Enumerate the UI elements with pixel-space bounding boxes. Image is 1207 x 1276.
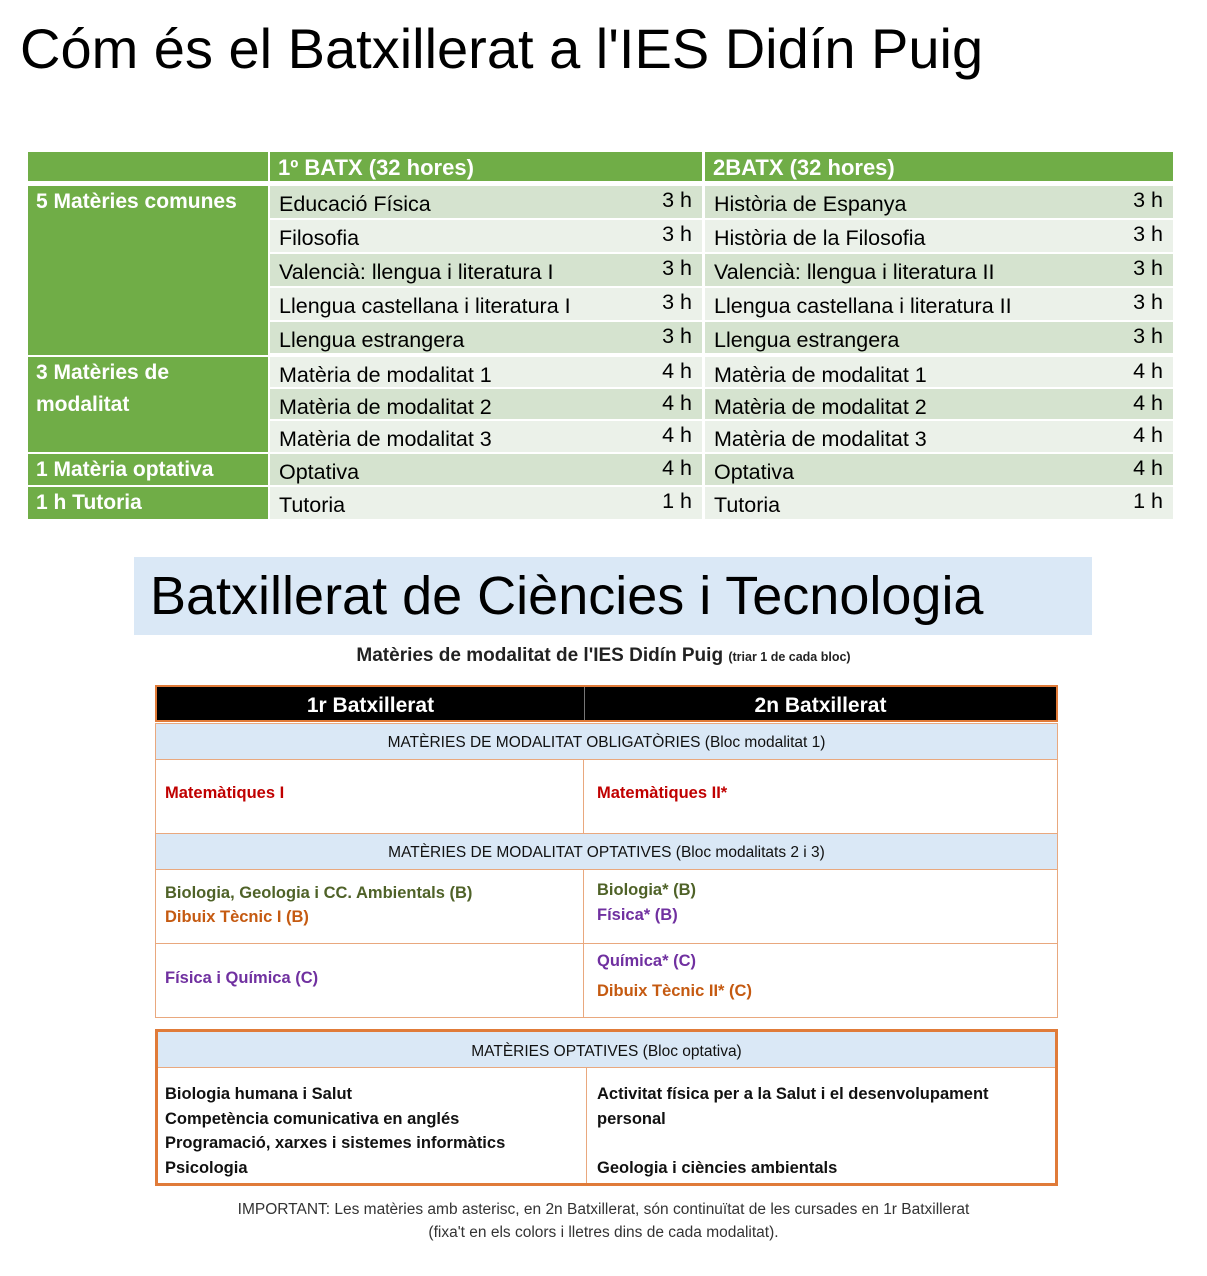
schedule-row-2batx [705,322,1173,353]
category-label: 1 h Tutoria [36,491,142,514]
schedule-row-1batx [270,220,702,252]
subject-name: Matèria de modalitat 3 [714,427,927,451]
hours-value: 3 h [1133,256,1163,280]
header-1r-batx: 1r Batxillerat [306,694,435,717]
list-item: Competència comunicativa en anglés [165,1109,460,1128]
hours-value: 4 h [1133,456,1163,480]
subject-dibuix-tecnic-1: Dibuix Tècnic I (B) [165,908,309,926]
cell-opt-1-right [583,869,1058,944]
subtitle-note: (triar 1 de cada bloc) [728,650,851,664]
schedule-row-2batx [705,254,1173,286]
hours-value: 4 h [662,359,692,383]
schedule-row-2batx [705,389,1173,419]
hours-value: 4 h [1133,359,1163,383]
subject-fisica-quimica: Física i Química (C) [165,969,319,987]
schedule-row-1batx [270,288,702,320]
schedule-row-1batx [270,487,702,519]
list-item: Geologia i ciències ambientals [597,1158,838,1177]
hours-value: 3 h [1133,222,1163,246]
subtitle-text: Matèries de modalitat de l'IES Didín Puig [356,645,724,666]
hours-value: 3 h [1133,188,1163,212]
subject-name: Llengua castellana i literatura II [714,294,1012,318]
ciencies-title: Batxillerat de Ciències i Tecnologia [150,566,984,626]
optatives-left-list [165,1082,505,1180]
subject-name: Matèria de modalitat 2 [714,395,927,419]
band-optativa: MATÈRIES OPTATIVES (Bloc optativa) [158,1032,1055,1068]
schedule-row-2batx [705,220,1173,252]
hours-value: 3 h [1133,324,1163,348]
list-item: Activitat física per a la Salut i el desenvolupament [597,1085,989,1103]
hours-value: 3 h [662,222,692,246]
subject-name: Valencià: llengua i literatura II [714,260,995,284]
schedule-row-1batx [270,421,702,452]
cell-mat-1 [155,759,584,834]
subject-name: Matèria de modalitat 2 [279,395,492,419]
modalitat-subtitle [0,645,1207,667]
schedule-row-2batx [705,357,1173,387]
page-title: Cóm és el Batxillerat a l'IES Didín Puig [20,17,984,80]
schedule-row-2batx [705,288,1173,320]
schedule-row-2batx [705,487,1173,519]
hours-value: 4 h [662,391,692,415]
optatives-box [155,1029,1058,1186]
note-line: IMPORTANT: Les matèries amb asterisc, en 2n Batxillerat, són continuïtat de les cursades en 1r Batxillerat [237,1201,970,1218]
cell-opt-2-right [583,943,1058,1018]
subject-name: Matèria de modalitat 1 [279,363,492,387]
subject-name: Optativa [714,460,795,484]
note-line: (fixa't en els colors i lletres dins de cada modalitat). [428,1224,779,1241]
subject-name: Optativa [279,460,360,484]
category-label: modalitat [36,393,130,416]
subject-name: Tutoria [714,493,781,517]
cell-mat-2 [583,759,1058,834]
schedule-header-2batx: 2BATX (32 hores) [705,152,1173,181]
hours-value: 1 h [662,489,692,513]
category-label: 5 Matèries comunes [36,190,237,213]
schedule-header-1batx: 1º BATX (32 hores) [270,152,702,181]
subject-name: Història de la Filosofia [714,226,926,250]
schedule-row-1batx [270,254,702,286]
schedule-row-2batx [705,454,1173,485]
subject-name: Filosofia [279,226,360,250]
schedule-row-1batx [270,357,702,387]
subject-name: Matèria de modalitat 1 [714,363,927,387]
hours-value: 3 h [662,256,692,280]
hours-value: 3 h [662,324,692,348]
hours-value: 4 h [1133,391,1163,415]
hours-value: 4 h [662,423,692,447]
hours-value: 3 h [1133,290,1163,314]
cell-opt-1-left [155,869,584,944]
list-item: Programació, xarxes i sistemes informàtics [165,1134,506,1152]
subject-name: Tutoria [279,493,346,517]
schedule-row-2batx [705,186,1173,218]
subject-quimica: Química* (C) [597,952,697,970]
modalitat-table-header [155,685,1058,722]
subject-fisica: Física* (B) [597,906,678,924]
schedule-row-1batx [270,389,702,419]
list-item: Biologia humana i Salut [165,1085,353,1103]
subject-dibuix-tecnic-2: Dibuix Tècnic II* (C) [597,982,752,1000]
optatives-right-list [597,1082,989,1180]
hours-value: 1 h [1133,489,1163,513]
list-item: personal [597,1109,666,1128]
subject-biologia-geologia: Biologia, Geologia i CC. Ambientals (B) [165,884,473,902]
subject-name: Llengua estrangera [714,328,900,352]
category-tutoria [28,487,268,519]
schedule-table [28,152,1173,519]
subject-name: Matèria de modalitat 3 [279,427,492,451]
subject-name: Llengua castellana i literatura I [279,294,571,318]
subject-matematiques-1: Matemàtiques I [165,784,285,802]
subject-matematiques-2: Matemàtiques II* [597,784,728,802]
band-obligatories: MATÈRIES DE MODALITAT OBLIGATÒRIES (Bloc modalitat 1) [155,723,1058,760]
hours-value: 4 h [662,456,692,480]
subject-name: Educació Física [279,192,431,216]
schedule-row-2batx [705,421,1173,452]
category-modalitat [28,357,268,452]
list-item: Psicologia [165,1158,248,1177]
category-label: 1 Matèria optativa [36,458,214,481]
subject-name: Llengua estrangera [279,328,465,352]
hours-value: 4 h [1133,423,1163,447]
schedule-row-1batx [270,454,702,485]
hours-value: 3 h [662,188,692,212]
schedule-row-1batx [270,186,702,218]
ciencies-banner [134,557,1092,635]
category-optativa [28,454,268,485]
hours-value: 3 h [662,290,692,314]
important-note [0,1198,1207,1244]
category-label: 3 Matèries de [36,361,170,384]
subject-biologia: Biologia* (B) [597,881,696,899]
subject-name: Valencià: llengua i literatura I [279,260,554,284]
schedule-row-1batx [270,322,702,353]
header-2n-batx: 2n Batxillerat [754,694,887,717]
cell-opt-2-left [155,943,584,1018]
subject-name: Història de Espanya [714,192,907,216]
schedule-corner-cell [28,152,268,181]
category-comunes [28,186,268,355]
band-optatives: MATÈRIES DE MODALITAT OPTATIVES (Bloc modalitats 2 i 3) [155,833,1058,870]
